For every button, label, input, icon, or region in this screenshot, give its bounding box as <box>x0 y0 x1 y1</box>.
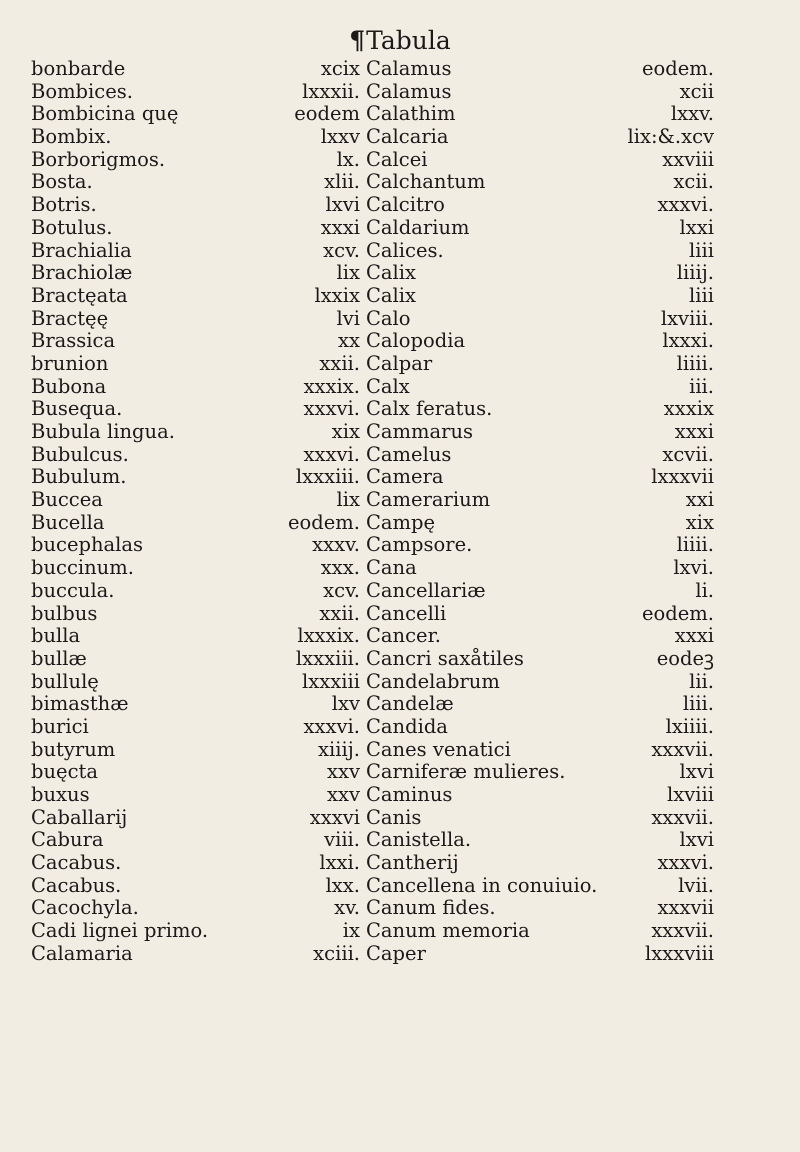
entry-number: xxv <box>326 783 360 806</box>
entry-term: Caldarium <box>366 215 470 239</box>
entry-reference: liiii. <box>676 351 714 375</box>
left-index-term: brunion <box>31 351 109 375</box>
left-index-term: Borborigmos. <box>31 147 166 171</box>
entry-reference: xxxvi. <box>657 193 714 217</box>
left-index-term: buccula. <box>31 578 115 602</box>
left-index-term: Botris. <box>31 193 97 217</box>
entry-reference: lxiiii. <box>665 714 714 738</box>
entry-number: xxv <box>326 760 360 784</box>
entry-term: Calix <box>366 261 417 285</box>
left-index-term: Bubula lingua. <box>31 420 175 443</box>
entry-term: Campę <box>366 510 436 534</box>
left-index-term: Bubona <box>31 374 107 398</box>
entry-reference: xcii. <box>673 170 714 194</box>
entry-reference: iii. <box>689 374 714 398</box>
left-index-term: bullulę <box>31 669 99 693</box>
entry-term: Cancri saxåtiles <box>366 646 524 670</box>
entry-reference: liii <box>689 238 714 262</box>
entry-reference: li. <box>695 578 714 602</box>
left-index-term: Cabura <box>31 828 104 852</box>
entry-reference: xxxvii <box>657 896 714 920</box>
entry-reference: xcvii. <box>662 442 714 466</box>
left-index-term: buxus <box>31 783 90 806</box>
entry-term: Calo <box>366 306 411 330</box>
entry-reference: xxxix <box>663 397 714 421</box>
left-index-term: Bucella <box>31 510 105 534</box>
entry-term: Calchantum <box>366 170 486 194</box>
entry-number: lxx. <box>325 873 360 897</box>
left-index-term: Cadi lignei primo. <box>31 919 209 943</box>
entry-reference: liii <box>689 283 714 307</box>
entry-number: xix <box>331 420 360 443</box>
entry-number: xxxv. <box>312 533 360 557</box>
left-index-term: Cacabus. <box>31 873 122 897</box>
left-index-term: Bubulcus. <box>31 442 129 466</box>
entry-term: Carniferæ mulieres. <box>366 760 566 784</box>
entry-term: Cancellena in conuiuio. <box>366 873 598 897</box>
entry-number: ix <box>342 919 360 943</box>
entry-term: Calcaria <box>366 125 449 149</box>
entry-number: lxxxiii <box>302 669 360 693</box>
left-index-term: burici <box>31 714 89 738</box>
entry-number: xcv. <box>323 578 360 602</box>
entry-term: Canum memoria <box>366 919 530 943</box>
entry-number: xxxvi <box>309 805 360 829</box>
entry-number: xxii. <box>319 601 360 625</box>
left-index-term: Brassica <box>31 329 116 353</box>
entry-number: viii. <box>324 828 360 852</box>
entry-term: Candelabrum <box>366 669 500 693</box>
entry-reference: liiij. <box>676 261 714 285</box>
entry-reference: lxvi <box>679 760 714 784</box>
entry-reference: lxviii. <box>660 306 714 330</box>
entry-number: xcv. <box>323 238 360 262</box>
entry-number: xxx. <box>320 556 360 580</box>
page-title: Tabula <box>366 26 451 55</box>
entry-term: Cancellariæ <box>366 578 486 602</box>
left-index-term: Cacabus. <box>31 851 122 875</box>
entry-term: Caminus <box>366 783 453 806</box>
entry-term: Calcei <box>366 147 428 171</box>
entry-term: Calpar <box>366 351 433 375</box>
entry-term: Cancelli <box>366 601 447 625</box>
entry-term: Campsore. <box>366 533 473 557</box>
left-index-term: Busequa. <box>31 397 123 421</box>
entry-term: Candida <box>366 714 448 738</box>
entry-term: Calamus <box>366 79 452 103</box>
entry-number: xxxvi. <box>303 442 360 466</box>
entry-number: xv. <box>334 896 360 920</box>
entry-number: lx. <box>336 147 360 171</box>
left-index-term: bonbarde <box>31 57 126 80</box>
entry-reference: xxxvii. <box>651 805 714 829</box>
left-index-term: Cacochyla. <box>31 896 139 920</box>
left-index-term: Caballarij <box>31 805 128 829</box>
entry-number: xiiij. <box>318 737 360 761</box>
entry-reference: xxxi <box>674 624 714 648</box>
entry-number: xxxvi. <box>303 397 360 421</box>
left-index-term: bullæ <box>31 646 87 670</box>
left-term-column <box>31 58 271 966</box>
entry-number: xx <box>338 329 360 353</box>
entry-reference: xxxvii. <box>651 737 714 761</box>
entry-number: eodem. <box>288 510 360 534</box>
left-index-term: bulbus <box>31 601 98 625</box>
entry-reference: eodem. <box>642 57 714 80</box>
entry-term: Canes venatici <box>366 737 511 761</box>
left-index-term: Brachialia <box>31 238 132 262</box>
entry-number: lxxxiii. <box>295 465 360 489</box>
entry-term: Cancer. <box>366 624 441 648</box>
entry-reference: liii. <box>682 692 714 716</box>
entry-reference: xxxi <box>674 420 714 443</box>
entry-reference: lxvi. <box>673 556 714 580</box>
entry-number: eodem <box>294 102 360 126</box>
entry-reference: lxxxviii <box>645 941 714 965</box>
entry-term: Canum fides. <box>366 896 496 920</box>
entry-reference: lxxxi. <box>662 329 714 353</box>
entry-reference: lii. <box>689 669 714 693</box>
entry-reference: lxviii <box>667 783 714 806</box>
entry-reference: xxxvi. <box>657 851 714 875</box>
entry-reference: xxi <box>685 488 714 512</box>
entry-term: Calx feratus. <box>366 397 493 421</box>
entry-term: Calopodia <box>366 329 466 353</box>
entry-number: lxxxii. <box>302 79 360 103</box>
left-index-term: Buccea <box>31 488 103 512</box>
entry-term: Calices. <box>366 238 444 262</box>
entry-term: Calathim <box>366 102 456 126</box>
entry-reference: lxxxvii <box>651 465 714 489</box>
left-index-term: Botulus. <box>31 215 113 239</box>
entry-number: lxxxix. <box>297 624 360 648</box>
left-index-term: Bombices. <box>31 79 133 103</box>
entry-number: lxxv <box>320 125 360 149</box>
left-index-term: Bubulum. <box>31 465 127 489</box>
page-header <box>0 24 800 58</box>
entry-term: Canistella. <box>366 828 472 852</box>
entry-number: xxxvi. <box>303 714 360 738</box>
left-index-term: Bombicina quę <box>31 102 179 126</box>
entry-term: Canis <box>366 805 422 829</box>
left-index-term: bulla <box>31 624 81 648</box>
entry-reference: xcii <box>679 79 714 103</box>
entry-reference: eodem. <box>642 601 714 625</box>
page-number-column <box>252 58 360 966</box>
entry-term: Caper <box>366 941 426 965</box>
entry-term: Cantherij <box>366 851 459 875</box>
entry-reference: lxxv. <box>670 102 714 126</box>
entry-term: Camerarium <box>366 488 491 512</box>
entry-reference: lix:&.xcv <box>627 125 714 149</box>
entry-term: Camelus <box>366 442 452 466</box>
entry-reference: lxxi <box>679 215 714 239</box>
entry-number: xxxi <box>320 215 360 239</box>
left-index-term: bucephalas <box>31 533 144 557</box>
entry-term: Cammarus <box>366 420 474 443</box>
left-index-term: Brachiolæ <box>31 261 133 285</box>
left-index-term: Bosta. <box>31 170 93 194</box>
entry-reference: lxvi <box>679 828 714 852</box>
left-index-term: butyrum <box>31 737 116 761</box>
entry-term: Camera <box>366 465 444 489</box>
reference-column <box>600 58 714 966</box>
entry-number: xcix <box>320 57 360 80</box>
entry-term: Calamus <box>366 57 452 80</box>
entry-number: lix <box>336 261 360 285</box>
left-index-term: buccinum. <box>31 556 134 580</box>
left-index-term: Calamaria <box>31 941 133 965</box>
entry-reference: xxxvii. <box>651 919 714 943</box>
entry-term: Calix <box>366 283 417 307</box>
entry-number: lxvi <box>325 193 360 217</box>
entry-number: xxii. <box>319 351 360 375</box>
entry-reference: liiii. <box>676 533 714 557</box>
entry-number: lvi <box>336 306 360 330</box>
entry-number: lxv <box>331 692 360 716</box>
entry-term: Cana <box>366 556 417 580</box>
entry-number: xciii. <box>313 941 360 965</box>
left-index-term: Bractęata <box>31 283 128 307</box>
entry-number: lxxi. <box>319 851 360 875</box>
entry-term: Calcitro <box>366 193 445 217</box>
entry-number: lxxxiii. <box>295 646 360 670</box>
left-index-term: Bombix. <box>31 125 112 149</box>
entry-number: xlii. <box>324 170 360 194</box>
entry-term: Calx <box>366 374 410 398</box>
pilcrow-icon: ¶ <box>349 26 366 55</box>
left-index-term: bimasthæ <box>31 692 129 716</box>
entry-reference: eodeꝫ <box>656 646 714 670</box>
entry-reference: xix <box>685 510 714 534</box>
entry-number: xxxix. <box>303 374 360 398</box>
left-index-term: Bractęę <box>31 306 109 330</box>
entry-reference: xxviii <box>662 147 714 171</box>
entry-number: lxxix <box>314 283 360 307</box>
entry-term: Candelæ <box>366 692 454 716</box>
entry-number: lix <box>336 488 360 512</box>
left-index-term: buęcta <box>31 760 98 784</box>
entry-reference: lvii. <box>678 873 714 897</box>
